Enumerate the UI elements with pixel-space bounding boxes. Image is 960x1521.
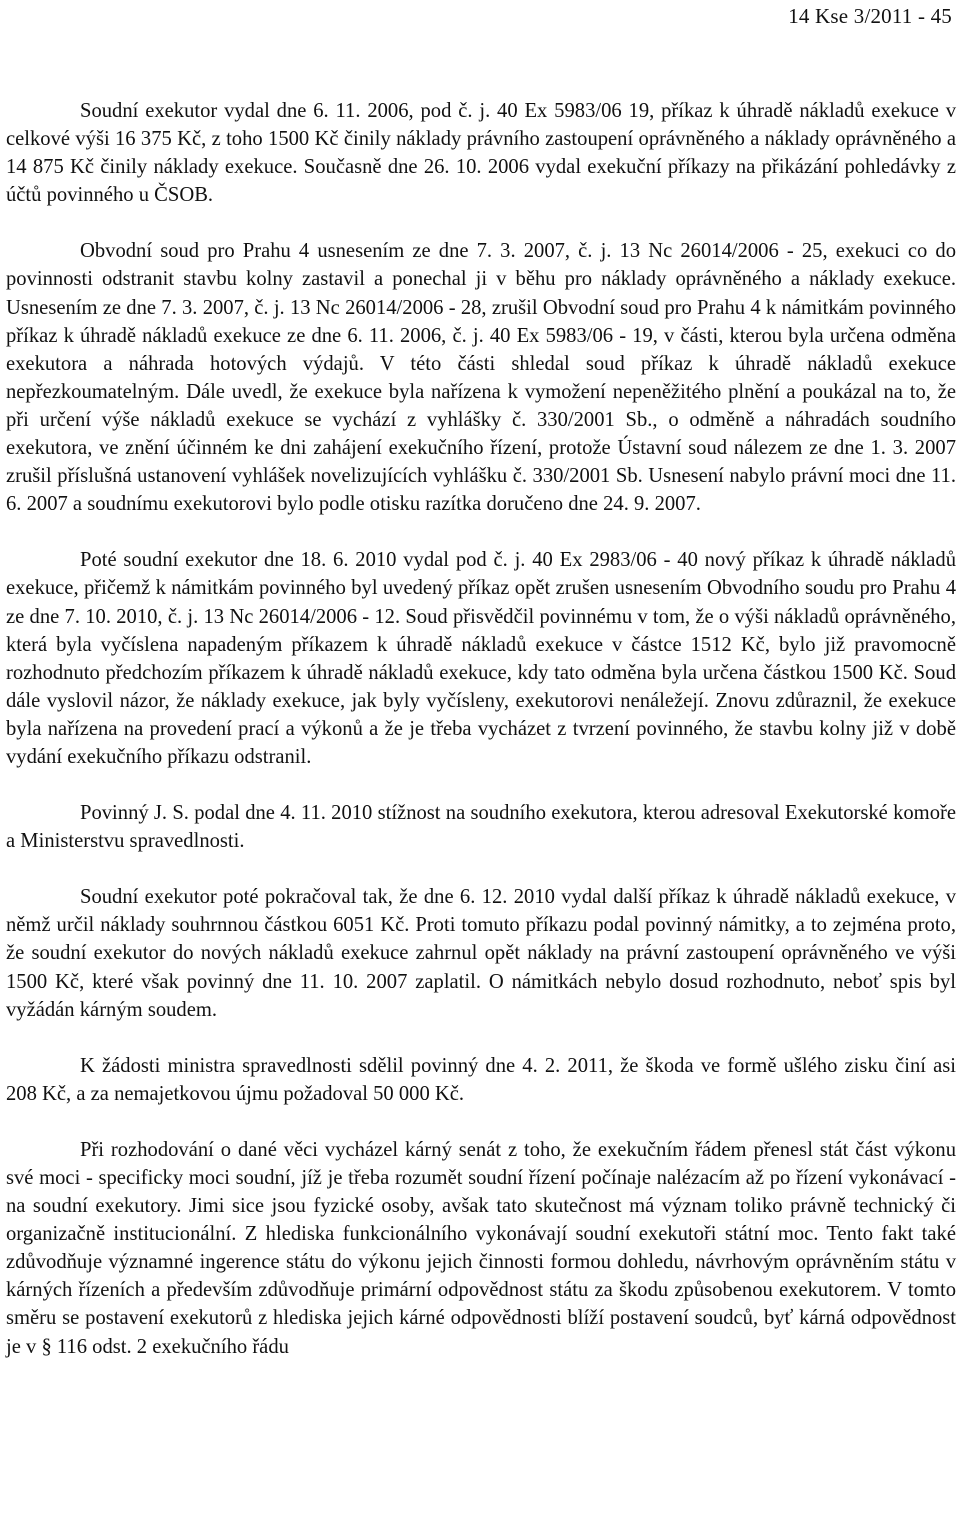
paragraph-1: Soudní exekutor vydal dne 6. 11. 2006, pod č. j. 40 Ex 5983/06 19, příkaz k úhradě nákladů exekuce v celkové výši 16 375 Kč, z toho 1500 Kč činily náklady právního zastoupení oprávněného a náklady oprávněného a 14 875 Kč činily náklady exekuce. Současně dne 26. 10. 2006 vydal exekuční příkazy na přikázání pohledávky z účtů povinného u ČSOB. — [6, 100, 956, 207]
page-header: 14 Kse 3/2011 - 45 — [788, 4, 952, 28]
paragraph-2: Obvodní soud pro Prahu 4 usnesením ze dne 7. 3. 2007, č. j. 13 Nc 26014/2006 - 25, exekuci co do povinnosti odstranit stavbu kolny zastavil a ponechal ji v běhu pro náklady oprávněného a náklady exekuce. Usnesením ze dne 7. 3. 2007, č. j. 13 Nc 26014/2006 - 28, zrušil Obvodní soud pro Prahu 4 k námitkám povinného příkaz k úhradě nákladů exekuce ze dne 6. 11. 2006, č. j. 40 Ex 5983/06 - 19, v části, kterou byla určena odměna exekutora a náhrada hotových výdajů. V této části shledal soud příkaz k úhradě nákladů exekuce nepřezkoumatelným. Dále uvedl, že exekuce byla nařízena k vymožení nepeněžitého plnění a poukázal na to, že při určení výše nákladů exekuce se vychází z vyhlášky č. 330/2001 Sb., o odměně a náhradách soudního exekutora, ve znění účinném ke dni zahájení exekučního řízení, protože Ústavní soud nálezem ze dne 1. 3. 2007 zrušil příslušná ustanovení vyhlášek novelizujících vyhlášku č. 330/2001 Sb. Usnesení nabylo právní moci dne 11. 6. 2007 a soudnímu exekutorovi bylo podle otisku razítka doručeno dne 24. 9. 2007. — [6, 240, 956, 516]
paragraph-4: Povinný J. S. podal dne 4. 11. 2010 stížnost na soudního exekutora, kterou adresoval Exekutorské komoře a Ministerstvu spravedlnosti. — [6, 802, 956, 853]
paragraph-7: Při rozhodování o dané věci vycházel kárný senát z toho, že exekučním řádem přenesl stát část výkonu své moci - specificky moci soudní, jíž je třeba rozumět soudní řízení počínaje nalézacím až po řízení vykonávací - na soudní exekutory. Jimi sice jsou fyzické osoby, avšak tato skutečnost má význam toliko právně technický či organizačně institucionální. Z hlediska funkcionálního vykonávají soudní exekutoři státní moc. Tento fakt také zdůvodňuje významné ingerence státu do výkonu jejich činnosti formou dohledu, návrhovým oprávněním státu v kárných řízeních a především zdůvodňuje primární odpovědnost státu za škodu způsobenou exekutorem. V tomto směru se postavení exekutorů z hlediska jejich kárné odpovědnosti blíží postavení soudců, byť kárná odpovědnost je v § 116 odst. 2 exekučního řádu — [6, 1138, 956, 1358]
paragraph-3: Poté soudní exekutor dne 18. 6. 2010 vydal pod č. j. 40 Ex 2983/06 - 40 nový příkaz k úhradě nákladů exekuce, přičemž k námitkám povinného byl uvedený příkaz opět zrušen usnesením Obvodního soudu pro Prahu 4 ze dne 7. 10. 2010, č. j. 13 Nc 26014/2006 - 12. Soud přisvědčil povinnému v tom, že o výši nákladů oprávněného, která byla vyčíslena napadeným příkazem k úhradě nákladů exekuce v částce 1512 Kč, bylo již pravomocně rozhodnuto předchozím příkazem k úhradě nákladů exekuce, kdy tato odměna byla určena částkou 1500 Kč. Soud dále vyslovil názor, že náklady exekuce, jak byly vyčísleny, exekutorovi nenáležejí. Znovu zdůraznil, že exekuce byla nařízena na provedení prací a výkonů a že je třeba vycházet z tvrzení povinného, že stavbu kolny již v době vydání exekučního příkazu odstranil. — [6, 549, 956, 768]
paragraph-5: Soudní exekutor poté pokračoval tak, že dne 6. 12. 2010 vydal další příkaz k úhradě nákladů exekuce, v němž určil náklady souhrnnou částkou 6051 Kč. Proti tomuto příkazu podal povinný námitky, a to zejména proto, že soudní exekutor do nových nákladů exekuce zahrnul opět náklady na právní zastoupení oprávněného ve výši 1500 Kč, které však povinný dne 11. 10. 2007 zaplatil. O námitkách nebylo dosud rozhodnuto, neboť spis byl vyžádán kárným soudem. — [6, 886, 956, 1021]
document-body — [6, 97, 956, 1389]
paragraph-6: K žádosti ministra spravedlnosti sdělil povinný dne 4. 2. 2011, že škoda ve formě ušlého zisku činí asi 208 Kč, a za nemajetkovou újmu požadoval 50 000 Kč. — [6, 1054, 956, 1105]
